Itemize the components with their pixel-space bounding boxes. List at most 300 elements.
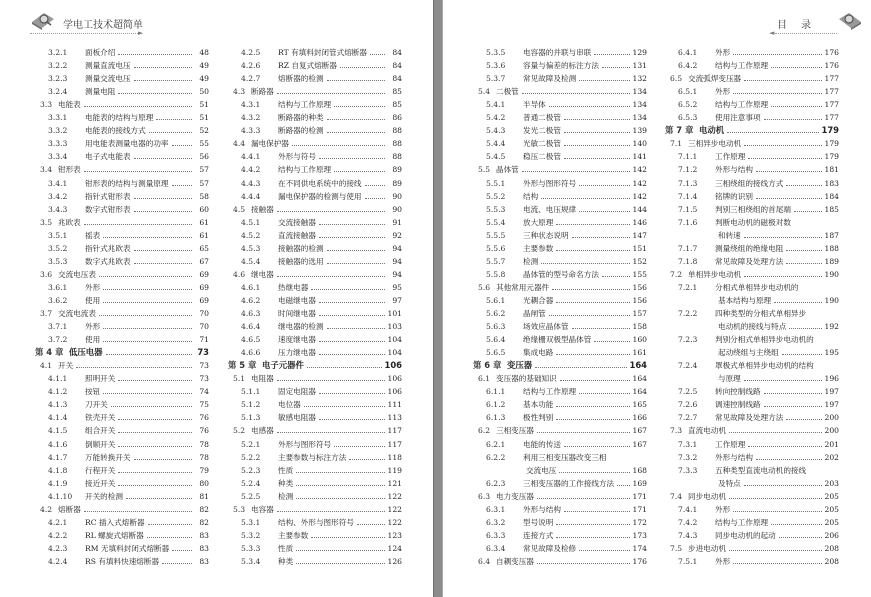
toc-entry-title: 结构与工作原理 [715,61,769,71]
toc-entry[interactable] [678,398,839,411]
dot-leader [782,354,822,355]
toc-entry-number: 4.2.6 [241,61,261,71]
toc-entry[interactable] [48,177,209,190]
toc-entry[interactable] [678,98,839,111]
toc-entry[interactable] [678,451,839,464]
toc-entry[interactable] [678,163,839,176]
toc-entry[interactable] [233,203,402,216]
toc-entry-number: 7.5 [670,543,683,553]
toc-entry[interactable] [486,398,647,411]
toc-entry[interactable] [48,464,209,477]
toc-entry-title: 熔断器 [58,504,81,514]
toc-entry-number: 3.6.1 [48,282,68,292]
toc-page-number: 141 [632,152,647,162]
toc-entry-title: 交流弧焊变压器 [688,74,742,84]
toc-entry[interactable] [678,411,839,424]
toc-entry-number: 7.1.2 [678,165,698,175]
toc-entry[interactable] [48,411,209,424]
toc-entry[interactable] [48,398,209,411]
toc-entry-title: 半导体 [523,100,546,110]
toc-page-number: 50 [199,87,209,97]
toc-entry-number: 5.4.3 [486,126,506,136]
toc-entry-title: 电能表的接线方式 [85,126,146,136]
toc-entry[interactable] [486,516,647,529]
toc-entry[interactable] [241,124,402,137]
toc-entry[interactable] [486,229,647,242]
toc-entry-title: 敏感电阻器 [278,413,316,423]
dot-leader [748,158,821,159]
toc-entry-number: 7.3.2 [678,452,698,462]
dot-leader [134,459,192,460]
toc-entry[interactable] [241,46,402,59]
toc-entry[interactable] [670,268,839,281]
toc-entry[interactable] [48,333,209,346]
toc-entry-number: 7.3.1 [678,439,698,449]
toc-entry-title: 三相变压器 [496,426,534,436]
dot-leader [327,80,385,81]
toc-entry[interactable] [48,438,209,451]
toc-entry[interactable] [241,555,402,568]
toc-entry-title: 自耦变压器 [496,556,534,566]
toc-entry[interactable] [486,294,647,307]
toc-entry-title: 性质 [278,465,294,475]
toc-entry-title: 数字式兆欧表 [85,256,131,266]
toc-entry-title: 外形 [85,282,101,292]
toc-entry-number: 5.2.3 [241,465,261,475]
toc-entry[interactable] [48,46,209,59]
toc-entry[interactable] [48,111,209,124]
toc-entry-number: 6.3.3 [486,530,506,540]
toc-page-number: 208 [824,556,839,566]
toc-entry[interactable] [48,190,209,203]
toc-entry[interactable] [486,542,647,555]
toc-entry[interactable] [718,346,839,359]
toc-entry[interactable] [678,555,839,568]
toc-page-number: 205 [824,504,839,514]
toc-entry-number: 3.3.2 [48,126,68,136]
toc-entry-number: 5.5.5 [486,230,506,240]
toc-entry[interactable] [678,216,839,229]
toc-page-number: 84 [392,74,402,84]
toc-page-number: 126 [387,556,402,566]
toc-page-number: 188 [824,243,839,253]
toc-entry-number: 5.2.1 [241,439,261,449]
toc-entry-number: 6.3.2 [486,517,506,527]
toc-entry[interactable] [48,150,209,163]
toc-entry[interactable] [241,464,402,477]
toc-entry[interactable] [241,177,402,190]
toc-entry[interactable] [48,477,209,490]
toc-entry[interactable] [241,294,402,307]
toc-entry-number: 4.5.1 [241,217,261,227]
dot-leader [579,211,629,212]
toc-page-number: 90 [392,204,402,214]
toc-entry-title: 电容器的并联与串联 [523,48,592,57]
toc-page-number: 161 [632,348,647,358]
toc-entry[interactable] [526,464,647,477]
toc-entry-title: 三相变压器的工作接线方法 [523,478,615,488]
toc-entry[interactable] [233,85,402,98]
toc-page-number: 122 [387,517,402,527]
toc-entry[interactable] [40,163,209,176]
toc-entry[interactable] [241,150,402,163]
toc-entry[interactable] [486,451,647,464]
toc-entry-number: 3.6 [40,269,53,279]
toc-entry[interactable] [241,229,402,242]
dot-leader [296,563,384,564]
toc-entry-title: 单相异步电动机 [688,269,742,279]
toc-entry[interactable] [241,163,402,176]
toc-entry[interactable] [678,333,839,346]
toc-entry-title: 开关 [58,361,74,371]
toc-entry-title: 刀开关 [85,400,108,410]
toc-page-number: 69 [199,282,209,292]
toc-entry[interactable] [486,503,647,516]
toc-entry-title: 外形 [715,48,731,57]
toc-page-number: 76 [199,413,209,423]
toc-entry[interactable] [40,359,209,372]
toc-entry[interactable] [241,438,402,451]
toc-entry[interactable] [241,98,402,111]
toc-entry[interactable] [678,281,839,294]
toc-entry[interactable] [241,346,402,359]
toc-entry-title: 分相式单相异步电动机的 [715,282,799,292]
toc-entry[interactable] [48,85,209,98]
toc-entry[interactable] [486,529,647,542]
toc-entry[interactable] [241,281,402,294]
toc-entry[interactable] [486,124,647,137]
toc-entry[interactable] [48,281,209,294]
toc-entry-title: 压力继电器 [278,348,316,358]
toc-entry-number: 5.6.4 [486,335,506,345]
toc-entry[interactable] [486,203,647,216]
toc-entry[interactable] [48,385,209,398]
toc-entry[interactable] [718,372,839,385]
toc-entry[interactable] [48,137,209,150]
toc-entry-number: 6.1.1 [486,387,506,397]
toc-entry[interactable] [486,177,647,190]
toc-entry[interactable] [486,385,647,398]
toc-entry-title: 结构 [523,191,539,201]
toc-entry-number: 5.6 [478,282,491,292]
toc-entry[interactable] [678,46,839,59]
toc-entry[interactable] [718,294,839,307]
toc-entry[interactable] [486,46,647,59]
toc-entry[interactable] [678,85,839,98]
toc-entry-number: 6.1 [478,374,491,384]
toc-entry-title: 电力变压器 [496,491,534,501]
toc-entry-title: 转向控制线路 [715,387,761,397]
toc-page-number: 117 [387,426,402,436]
toc-entry[interactable] [670,490,839,503]
toc-entry-title: 光耦合器 [523,295,554,305]
toc-entry[interactable] [48,203,209,216]
toc-entry[interactable] [48,372,209,385]
toc-entry[interactable] [48,451,209,464]
toc-entry[interactable] [478,85,647,98]
toc-entry[interactable] [241,190,402,203]
toc-entry[interactable] [241,529,402,542]
toc-entry[interactable] [486,333,647,346]
toc-page-number: 86 [392,113,402,123]
toc-page-number: 82 [199,504,209,514]
toc-entry-title: 照明开关 [85,374,116,384]
dot-leader [111,406,192,407]
toc-page-number: 69 [199,269,209,279]
toc-entry[interactable] [478,555,647,568]
dot-leader [564,446,630,447]
toc-entry[interactable] [40,268,209,281]
toc-entry[interactable] [486,477,647,490]
toc-entry[interactable] [486,411,647,424]
toc-entry[interactable] [40,98,209,111]
toc-page-number: 88 [392,152,402,162]
toc-entry[interactable] [233,503,402,516]
toc-page-number: 177 [824,113,839,123]
toc-page-number: 142 [632,165,647,175]
dot-leader [556,419,629,420]
toc-entry[interactable] [678,255,839,268]
toc-entry-title: 使用 [85,335,101,345]
toc-entry[interactable] [233,137,402,150]
toc-entry[interactable] [241,490,402,503]
toc-entry-number: 4.1.1 [48,374,68,384]
toc-entry-number: 5.1.3 [241,413,261,423]
toc-entry[interactable] [486,242,647,255]
toc-entry[interactable] [478,372,647,385]
toc-entry[interactable] [241,385,402,398]
toc-entry-title: 电子元器件 [262,360,304,371]
toc-entry[interactable] [241,451,402,464]
dot-leader [134,263,192,264]
toc-entry[interactable] [48,542,209,555]
toc-entry[interactable] [718,477,839,490]
toc-entry[interactable] [478,424,647,437]
toc-page-number: 118 [387,452,402,462]
toc-entry[interactable] [486,255,647,268]
toc-entry[interactable] [48,72,209,85]
toc-entry[interactable] [486,111,647,124]
toc-entry[interactable] [678,150,839,163]
toc-entry-title: 固定电阻器 [278,387,316,397]
toc-entry-title: 极性判别 [523,413,554,423]
toc-entry[interactable] [48,320,209,333]
toc-page-number: 156 [632,282,647,292]
toc-entry-title: 工作原理 [715,152,746,162]
toc-entry[interactable] [486,268,647,281]
toc-entry[interactable] [48,124,209,137]
toc-entry[interactable] [486,346,647,359]
toc-entry-number: 第 5 章 [228,360,257,371]
toc-page-number: 144 [632,204,647,214]
toc-entry-number: 第 4 章 [35,347,64,358]
toc-entry-title: 四种类型的分相式单相异步 [715,309,807,318]
toc-entry[interactable] [718,229,839,242]
toc-entry-title: 指针式兆欧表 [85,243,131,253]
toc-chapter-entry[interactable] [35,346,209,359]
toc-entry-title: 利用三相变压器改变三相 [523,452,607,462]
toc-entry-title: RL 螺旋式熔断器 [85,530,144,540]
dot-leader [556,302,629,303]
toc-entry[interactable] [670,72,839,85]
dot-leader [118,380,192,381]
toc-page-number: 205 [824,491,839,501]
toc-entry-number: 6.5.1 [678,87,698,97]
toc-entry[interactable] [486,307,647,320]
toc-entry-number: 4.1.9 [48,478,68,488]
dot-leader [779,537,822,538]
toc-entry[interactable] [678,307,839,320]
toc-page-number: 94 [392,256,402,266]
toc-entry[interactable] [678,464,839,477]
toc-entry-title: 变压器 [507,360,533,371]
dot-leader [537,432,630,433]
toc-entry[interactable] [40,307,209,320]
toc-chapter-entry[interactable] [665,124,839,137]
dot-leader [327,263,385,264]
toc-entry-number: 3.3.3 [48,139,68,149]
toc-entry[interactable] [678,503,839,516]
toc-entry-number: 5.2.5 [241,491,261,501]
toc-chapter-entry[interactable] [228,359,402,372]
toc-entry-title: 热继电器 [278,282,309,292]
toc-chapter-entry[interactable] [473,359,647,372]
toc-entry[interactable] [478,281,647,294]
toc-entry[interactable] [486,137,647,150]
toc-entry[interactable] [678,529,839,542]
toc-entry[interactable] [48,229,209,242]
toc-entry[interactable] [233,372,402,385]
toc-page-number: 139 [632,126,647,136]
toc-entry-title: 检测 [523,256,539,266]
toc-page-number: 70 [199,309,209,318]
toc-page-number: 147 [632,230,647,240]
dot-leader [84,106,192,107]
toc-entry-number: 3.4.3 [48,204,68,214]
toc-entry[interactable] [241,242,402,255]
toc-entry[interactable] [233,268,402,281]
toc-entry[interactable] [486,438,647,451]
toc-entry[interactable] [486,98,647,111]
toc-entry[interactable] [670,137,839,150]
toc-entry[interactable] [48,242,209,255]
toc-page-number: 119 [387,465,402,475]
dot-leader [84,224,192,225]
toc-entry[interactable] [40,503,209,516]
toc-entry[interactable] [241,307,402,320]
toc-entry[interactable] [233,424,402,437]
toc-entry[interactable] [241,255,402,268]
toc-entry[interactable] [486,59,647,72]
toc-entry[interactable] [241,516,402,529]
dot-leader [556,406,629,407]
book-gutter [433,0,443,597]
toc-entry[interactable] [678,516,839,529]
toc-entry[interactable] [670,542,839,555]
toc-page-number: 164 [629,360,647,371]
toc-entry[interactable] [241,477,402,490]
toc-entry[interactable] [678,359,839,372]
toc-entry[interactable] [718,320,839,333]
toc-page-number: 106 [387,387,402,397]
toc-entry[interactable] [241,398,402,411]
toc-entry-number: 6.4.1 [678,48,698,57]
dot-leader [172,550,192,551]
toc-entry[interactable] [486,320,647,333]
dot-leader [307,367,382,368]
toc-entry[interactable] [241,111,402,124]
toc-entry[interactable] [48,555,209,568]
toc-entry[interactable] [678,203,839,216]
toc-entry[interactable] [48,59,209,72]
toc-entry[interactable] [241,542,402,555]
toc-entry-title: 步进电动机 [688,543,726,553]
toc-entry[interactable] [48,490,209,503]
toc-entry[interactable] [678,190,839,203]
toc-entry[interactable] [486,216,647,229]
toc-entry[interactable] [670,424,839,437]
toc-entry[interactable] [48,529,209,542]
dot-leader [162,563,192,564]
toc-page-number: 168 [632,465,647,475]
toc-entry[interactable] [678,59,839,72]
dot-leader [556,537,629,538]
toc-entry-number: 3.7.1 [48,322,68,332]
toc-entry-title: 结构与工作原理 [278,165,332,175]
toc-entry[interactable] [241,411,402,424]
dot-leader [103,302,192,303]
toc-entry[interactable] [241,320,402,333]
toc-entry-title: 开关的检测 [85,491,123,501]
toc-entry-number: 6.2.3 [486,478,506,488]
toc-entry[interactable] [241,59,402,72]
toc-entry-title: 熔断器的检测 [278,74,324,84]
toc-entry-number: 6.2 [478,426,491,436]
toc-page-number: 57 [199,178,209,188]
toc-entry[interactable] [486,72,647,85]
toc-entry[interactable] [40,216,209,229]
toc-entry[interactable] [48,516,209,529]
toc-entry-title: 铭牌的识别 [715,191,753,201]
right-page [443,0,871,597]
toc-entry[interactable] [678,385,839,398]
toc-entry-number: 6.3.4 [486,543,506,553]
toc-page-number: 200 [824,413,839,423]
toc-entry[interactable] [678,177,839,190]
toc-page-number: 61 [199,217,209,227]
toc-entry[interactable] [241,72,402,85]
toc-entry[interactable] [478,490,647,503]
toc-entry-title: 外形与结构 [523,504,561,514]
toc-entry-number: 4.5.2 [241,230,261,240]
toc-entry-number: 7.2.4 [678,361,698,371]
toc-entry[interactable] [241,333,402,346]
toc-entry[interactable] [486,190,647,203]
dot-leader [118,93,192,94]
toc-page-number: 205 [824,517,839,527]
toc-entry[interactable] [48,424,209,437]
toc-page-number: 106 [384,360,402,371]
toc-entry[interactable] [478,163,647,176]
toc-entry[interactable] [678,242,839,255]
toc-entry[interactable] [48,294,209,307]
toc-entry[interactable] [48,255,209,268]
toc-entry[interactable] [678,111,839,124]
toc-entry[interactable] [486,150,647,163]
toc-page-number: 190 [824,269,839,279]
toc-entry[interactable] [678,438,839,451]
toc-entry[interactable] [241,216,402,229]
